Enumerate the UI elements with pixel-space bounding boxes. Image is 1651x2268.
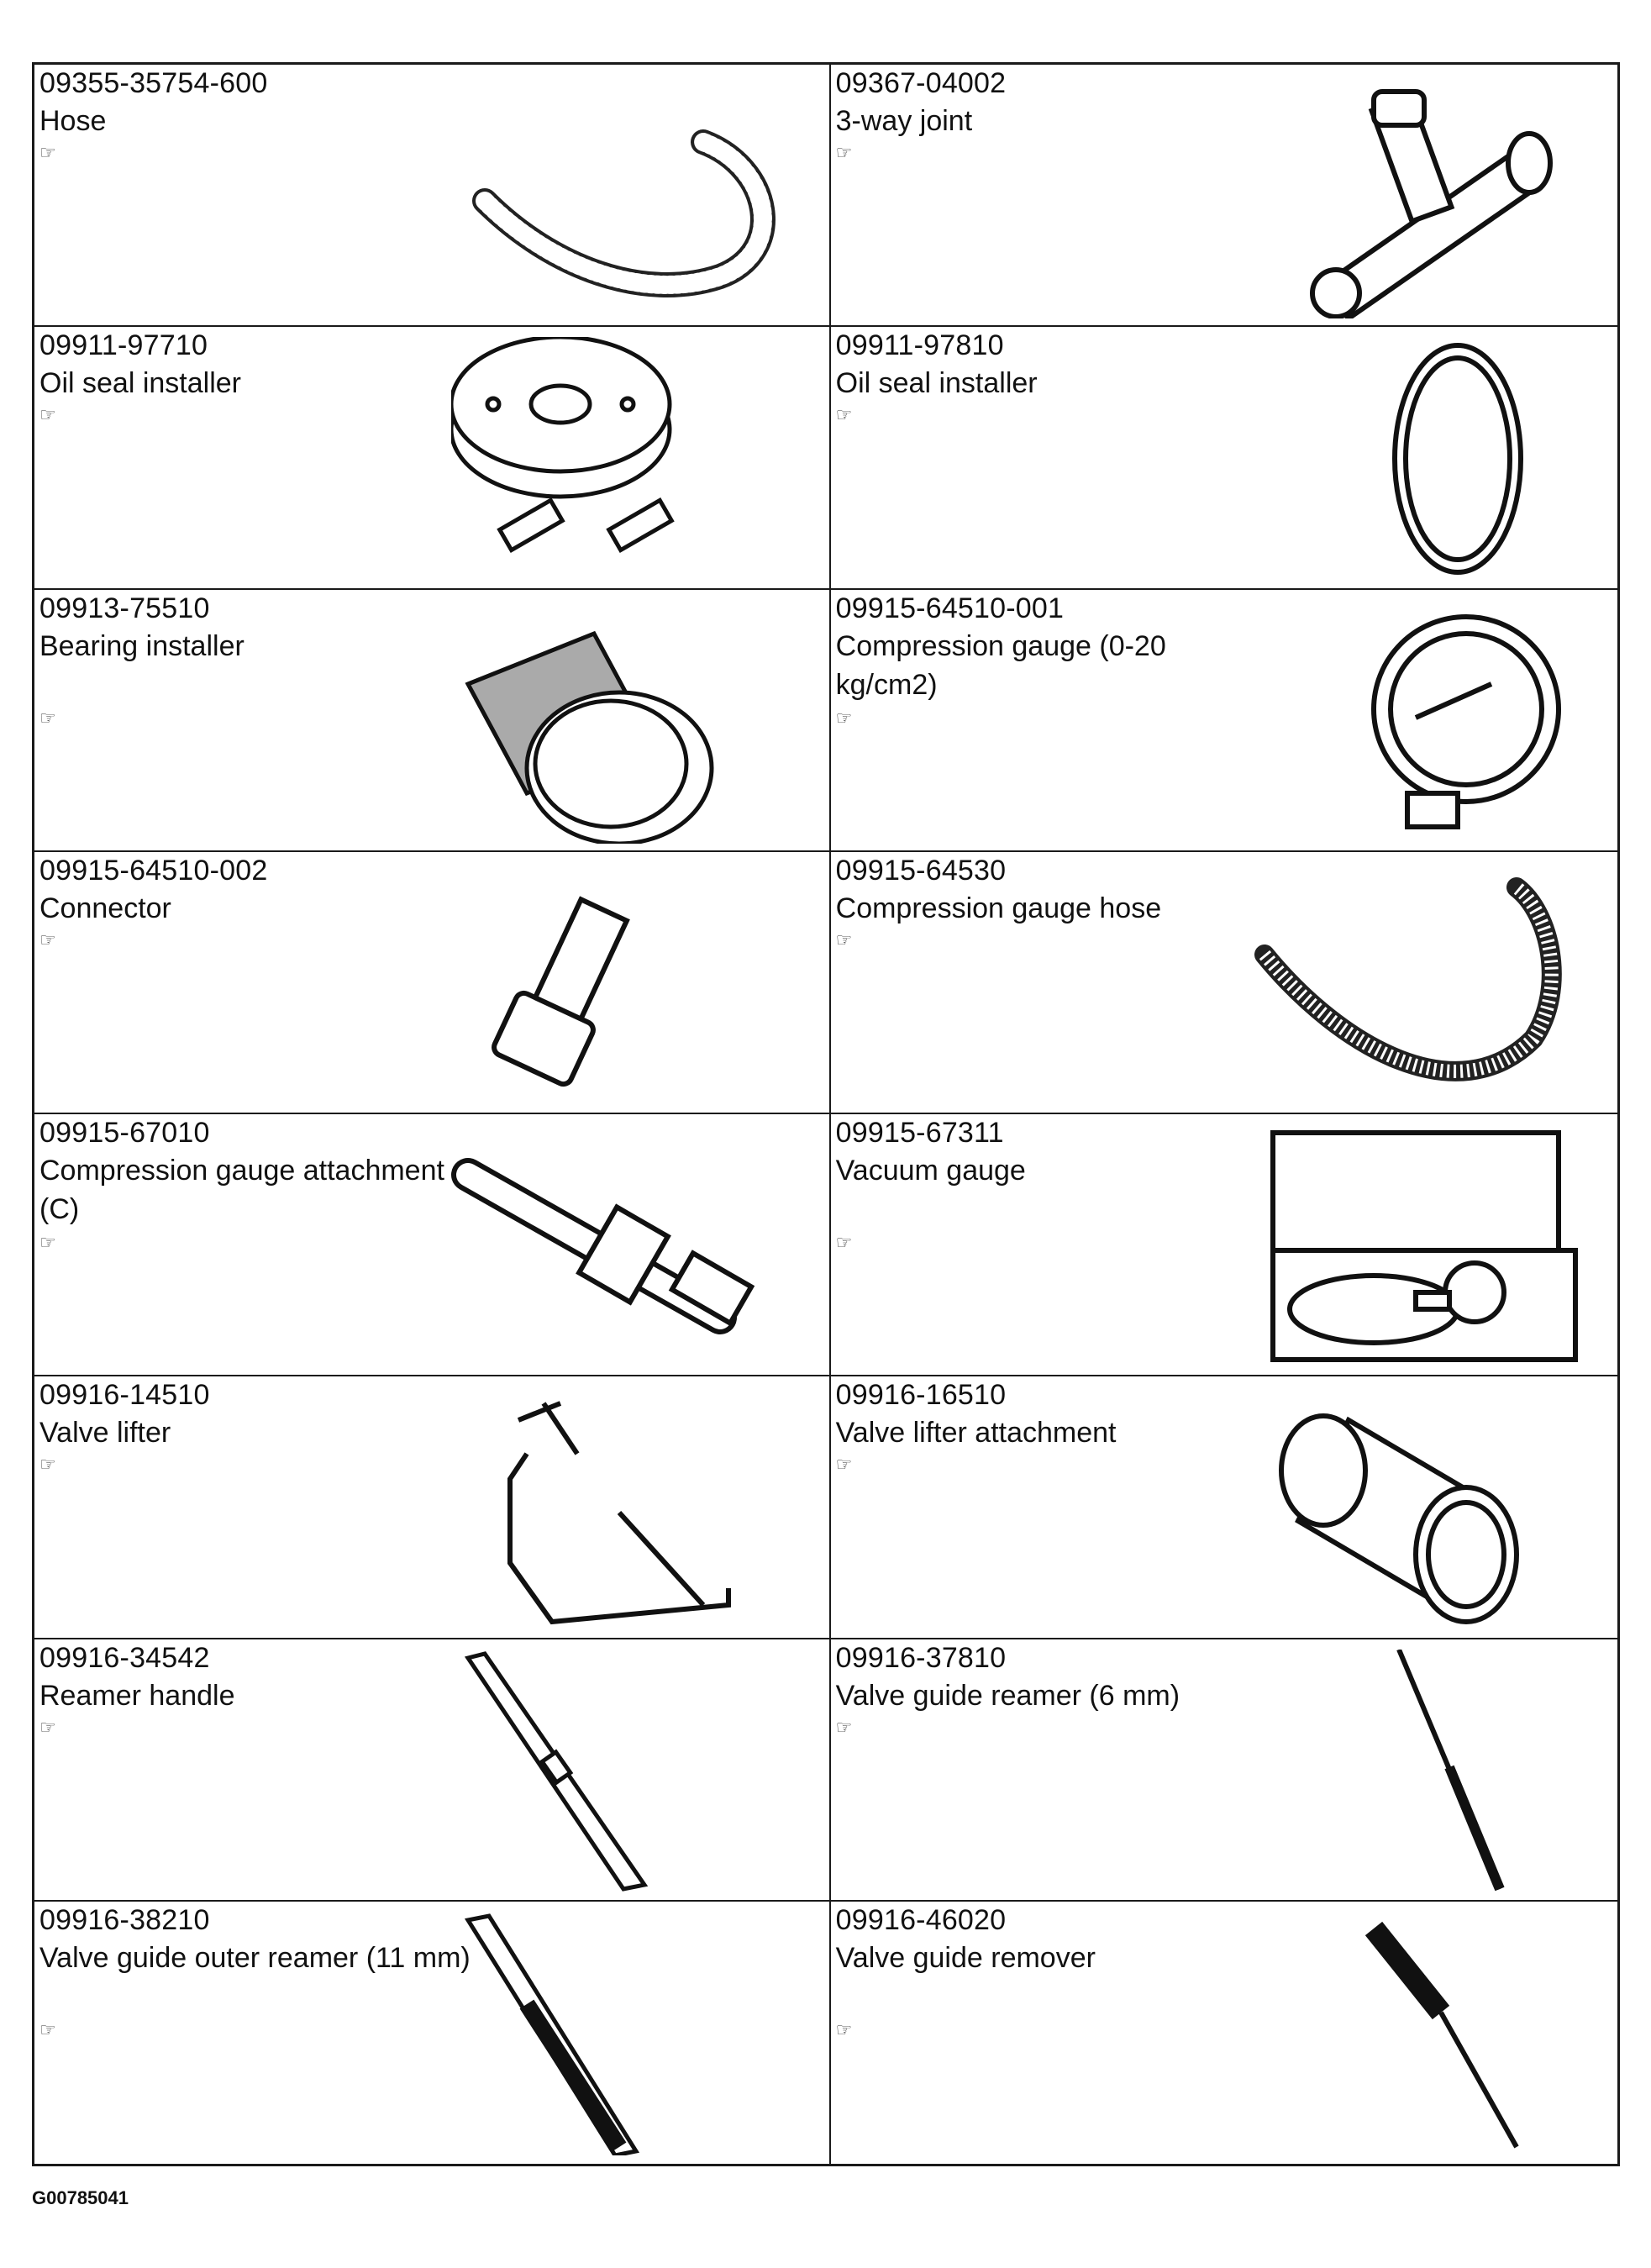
reference-icon[interactable]: ☞ (39, 1232, 56, 1253)
tool-name: Vacuum gauge (835, 1155, 1026, 1187)
reamer-handle-icon (451, 1650, 804, 1893)
part-number: 09916-38210 (39, 1903, 210, 1936)
tool-cell (831, 852, 1617, 1114)
tool-cell (831, 1902, 1617, 2164)
tool-name: Connector (39, 892, 171, 924)
tool-cell (34, 852, 831, 1114)
tool-name: Valve guide outer reamer (11 mm) (39, 1941, 471, 1974)
tool-name: Oil seal installer (835, 367, 1038, 400)
part-number: 09915-67311 (835, 1117, 1004, 1149)
tool-cell (34, 590, 831, 852)
tool-name: Valve guide remover (835, 1941, 1096, 1974)
tool-cell (831, 590, 1617, 852)
tool-cell (34, 1639, 831, 1902)
reference-icon[interactable]: ☞ (835, 1232, 853, 1253)
tool-cell (831, 1639, 1617, 1902)
connector-icon (451, 862, 804, 1106)
reference-icon[interactable]: ☞ (835, 707, 853, 729)
tool-cell (34, 327, 831, 589)
reference-icon[interactable]: ☞ (835, 929, 853, 950)
part-number: 09916-46020 (835, 1903, 1007, 1936)
part-number: 09915-64510-002 (39, 854, 268, 887)
tool-name: Reamer handle (39, 1679, 235, 1712)
tool-name: Valve guide reamer (6 mm) (835, 1679, 1180, 1712)
part-number: 09915-67010 (39, 1117, 210, 1149)
part-number: 09911-97810 (835, 329, 1004, 362)
part-number: 09355-35754-600 (39, 67, 268, 99)
gauge-hose-icon (1239, 862, 1592, 1106)
tool-name: Compression gauge (0-20 kg/cm2) (835, 629, 1166, 701)
reference-icon[interactable]: ☞ (39, 929, 56, 950)
three-way-joint-icon (1239, 75, 1592, 318)
tool-name: Valve lifter (39, 1417, 171, 1450)
tool-name: Compression gauge attachment (C) (39, 1155, 444, 1225)
compression-gauge-icon (1239, 600, 1592, 844)
outer-reamer-icon (451, 1912, 804, 2155)
part-number: 09916-16510 (835, 1379, 1007, 1412)
part-number: 09915-64530 (835, 854, 1007, 887)
valve-guide-reamer-icon (1239, 1650, 1592, 1893)
valve-lifter-attachment-icon (1239, 1387, 1592, 1630)
oil-seal-ring-icon (1239, 337, 1592, 581)
tool-name: 3-way joint (835, 105, 973, 137)
tool-cell (831, 1376, 1617, 1639)
special-tools-table (32, 62, 1620, 2166)
reference-icon[interactable]: ☞ (39, 707, 56, 729)
tool-name: Bearing installer (39, 629, 244, 662)
part-number: 09911-97710 (39, 329, 208, 362)
part-number: 09916-37810 (835, 1641, 1007, 1674)
reference-icon[interactable]: ☞ (835, 1454, 853, 1476)
part-number: 09913-75510 (39, 592, 210, 624)
tool-name: Oil seal installer (39, 367, 241, 400)
tool-name: Valve lifter attachment (835, 1417, 1117, 1450)
bearing-installer-icon (451, 600, 804, 844)
reference-icon[interactable]: ☞ (39, 1454, 56, 1476)
part-number: 09915-64510-001 (835, 592, 1065, 624)
reference-icon[interactable]: ☞ (835, 2018, 853, 2040)
hose-icon (451, 75, 804, 318)
gauge-attachment-icon (451, 1124, 804, 1368)
tool-name: Hose (39, 105, 107, 137)
tool-cell (34, 1376, 831, 1639)
part-number: 09916-14510 (39, 1379, 210, 1412)
oil-seal-installer-icon (451, 337, 804, 581)
reference-icon[interactable]: ☞ (39, 142, 56, 163)
tool-cell (34, 1114, 831, 1376)
tool-cell (831, 1114, 1617, 1376)
tool-cell (34, 65, 831, 327)
reference-icon[interactable]: ☞ (835, 142, 853, 163)
tool-cell (831, 327, 1617, 589)
valve-guide-remover-icon (1239, 1912, 1592, 2155)
vacuum-gauge-icon (1265, 1124, 1584, 1368)
valve-lifter-icon (451, 1387, 804, 1630)
tool-cell (831, 65, 1617, 327)
part-number: 09916-34542 (39, 1641, 210, 1674)
tool-name: Compression gauge hose (835, 892, 1162, 924)
reference-icon[interactable]: ☞ (39, 1716, 56, 1738)
reference-icon[interactable]: ☞ (39, 404, 56, 426)
reference-icon[interactable]: ☞ (39, 2018, 56, 2040)
reference-icon[interactable]: ☞ (835, 1716, 853, 1738)
part-number: 09367-04002 (835, 67, 1007, 99)
figure-code: G00785041 (32, 2187, 129, 2208)
reference-icon[interactable]: ☞ (835, 404, 853, 426)
tool-cell (34, 1902, 831, 2164)
